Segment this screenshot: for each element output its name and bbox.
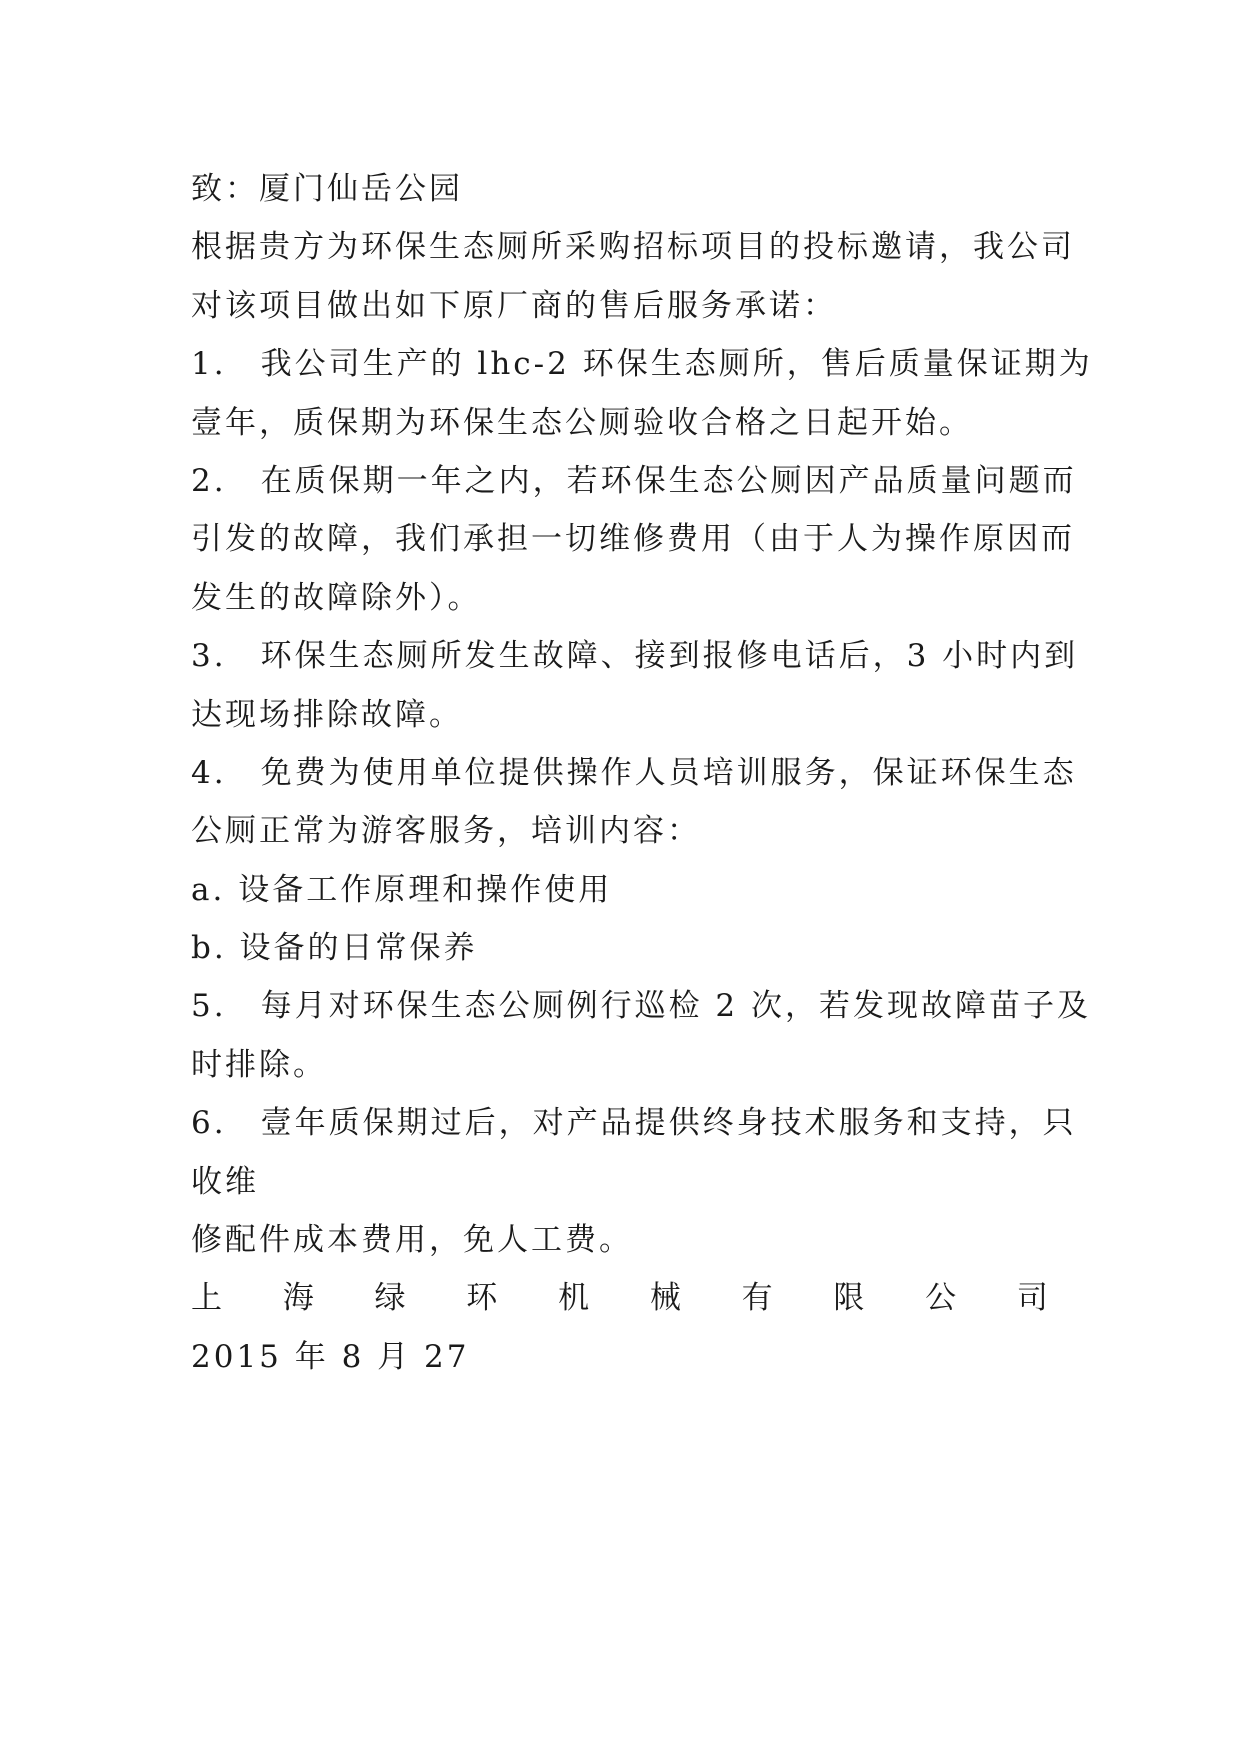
paragraph-line: 时排除。 [191,1046,327,1083]
paragraph-line: 5. 每月对环保生态公厕例行巡检 2 次，若发现故障苗子及 [191,988,1092,1025]
signature-char: 海 [282,1280,317,1317]
signature-date: 2015 年 8 月 27 [191,1338,470,1375]
paragraph-line: 达现场排除故障。 [191,696,463,733]
paragraph-line: 2. 在质保期一年之内，若环保生态公厕因产品质量问题而 [191,462,1077,499]
company-signature [191,1269,1051,1327]
paragraph-line: 收维 [191,1163,259,1200]
signature-char: 械 [649,1280,684,1317]
paragraph-line: 根据贵方为环保生态厕所采购招标项目的投标邀请，我公司 [191,229,1075,266]
signature-char: 司 [1016,1280,1051,1317]
signature-char: 有 [741,1280,776,1317]
signature-char: 机 [558,1280,593,1317]
paragraph-line: 6. 壹年质保期过后，对产品提供终身技术服务和支持，只 [191,1105,1077,1142]
paragraph-line: 4. 免费为使用单位提供操作人员培训服务，保证环保生态 [191,754,1077,791]
signature-char: 环 [466,1280,501,1317]
salutation: 致：厦门仙岳公园 [191,171,463,207]
paragraph-line: 壹年，质保期为环保生态公厕验收合格之日起开始。 [191,404,973,441]
signature-char: 上 [191,1280,225,1317]
list-item: a. 设备工作原理和操作使用 [191,871,613,908]
paragraph-line: 对该项目做出如下原厂商的售后服务承诺： [191,287,837,324]
letter-body [191,160,1093,1386]
paragraph-line: 引发的故障，我们承担一切维修费用（由于人为操作原因而 [191,521,1075,558]
paragraph-line: 发生的故障除外）。 [191,579,482,616]
list-item: b. 设备的日常保养 [191,930,478,967]
paragraph-line: 3. 环保生态厕所发生故障、接到报修电话后，3 小时内到 [191,638,1079,675]
signature-char: 限 [833,1280,868,1317]
signature-char: 公 [925,1280,960,1317]
paragraph-line: 1. 我公司生产的 lhc-2 环保生态厕所，售后质量保证期为 [191,346,1093,383]
paragraph-line: 修配件成本费用，免人工费。 [191,1222,633,1259]
paragraph-line: 公厕正常为游客服务，培训内容： [191,813,701,850]
signature-char: 绿 [374,1280,409,1317]
